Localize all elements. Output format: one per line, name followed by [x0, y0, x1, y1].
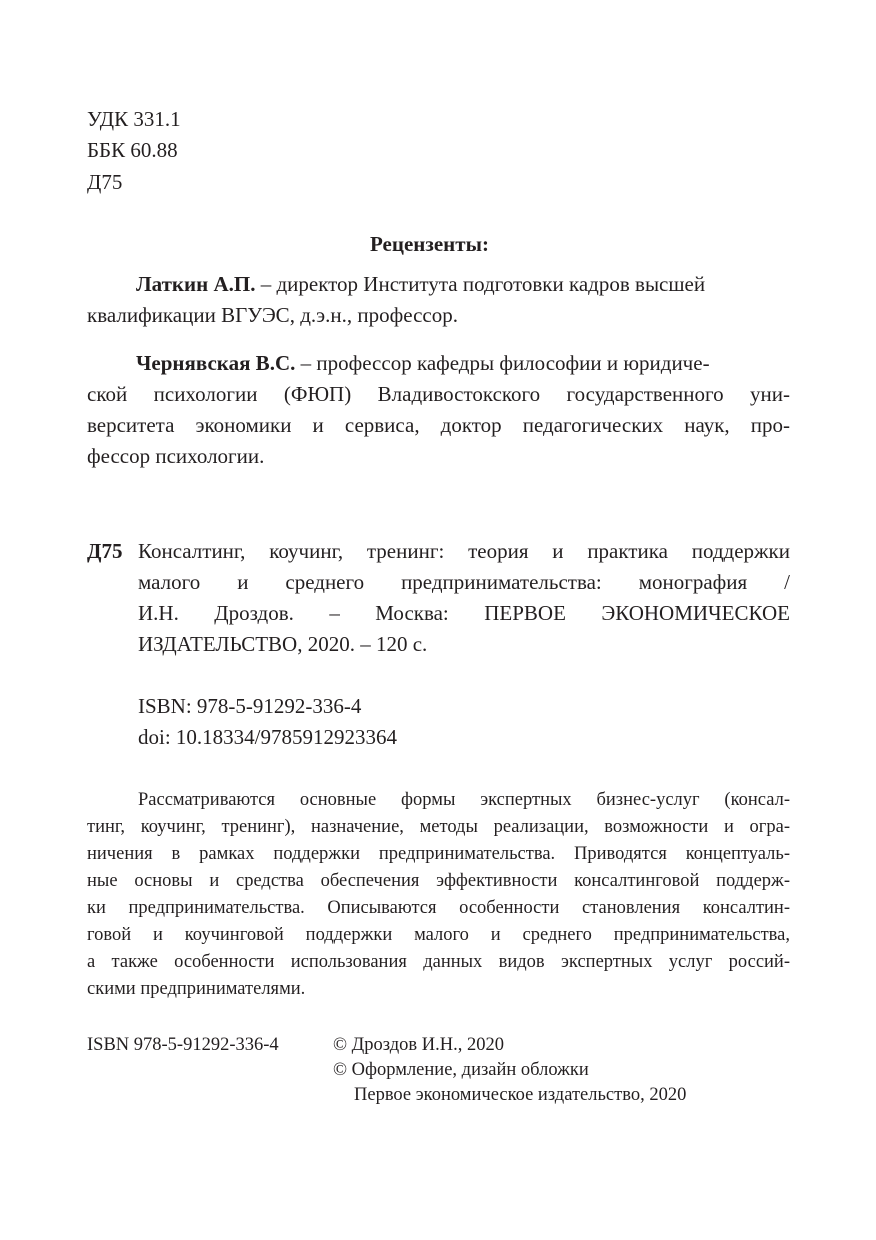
udk-code: УДК 331.1	[87, 107, 181, 131]
bib-doi: doi: 10.18334/9785912923364	[138, 725, 398, 749]
reviewer-2-line-1	[136, 348, 710, 379]
copyright-isbn: ISBN 978-5-91292-336-4	[87, 1035, 279, 1055]
reviewer-2-line-3: верситета экономики и сервиса, доктор педагогических наук, про-	[87, 413, 790, 437]
annotation-line-1: Рассматриваются основные формы экспертных бизнес-услуг (консал-	[138, 790, 790, 810]
reviewer-1-line-1	[136, 269, 705, 300]
bib-isbn: ISBN: 978-5-91292-336-4	[138, 694, 362, 718]
bib-line-4: ИЗДАТЕЛЬСТВО, 2020. – 120 с.	[138, 632, 428, 656]
reviewer-1-text: – директор Института подготовки кадров высшей	[255, 272, 706, 296]
annotation-line-4: ные основы и средства обеспечения эффективности консалтинговой поддерж-	[87, 871, 790, 891]
annotation-line-2: тинг, коучинг, тренинг), назначение, методы реализации, возможности и огра-	[87, 817, 790, 837]
reviewer-2-line-2: ской психологии (ФЮП) Владивостокского государственного уни-	[87, 382, 790, 406]
reviewers-heading: Рецензенты:	[370, 232, 489, 256]
bib-line-2: малого и среднего предпринимательства: монография /	[138, 570, 790, 594]
author-mark: Д75	[87, 170, 123, 194]
annotation-line-3: ничения в рамках поддержки предпринимательства. Приводятся концептуаль-	[87, 844, 790, 864]
reviewer-1-name: Латкин А.П.	[136, 272, 256, 296]
copyright-publisher: Первое экономическое издательство, 2020	[354, 1085, 687, 1105]
bbk-code: ББК 60.88	[87, 138, 178, 162]
bib-line-3: И.Н. Дроздов. – Москва: ПЕРВОЕ ЭКОНОМИЧЕСКОЕ	[138, 601, 790, 625]
reviewer-2-line-4: фессор психологии.	[87, 444, 265, 468]
annotation-line-8: скими предпринимателями.	[87, 979, 306, 999]
copyright-author: © Дроздов И.Н., 2020	[333, 1035, 505, 1055]
annotation-line-7: а также особенности использования данных видов экспертных услуг россий-	[87, 952, 790, 972]
annotation-line-6: говой и коучинговой поддержки малого и среднего предпринимательства,	[87, 925, 790, 945]
reviewer-2-text: – профессор кафедры философии и юридиче-	[295, 351, 710, 375]
reviewer-1-line-2: квалификации ВГУЭС, д.э.н., профессор.	[87, 303, 458, 327]
copyright-design: © Оформление, дизайн обложки	[333, 1060, 589, 1080]
bib-line-1: Консалтинг, коучинг, тренинг: теория и практика поддержки	[138, 539, 790, 563]
reviewer-2-name: Чернявская В.С.	[136, 351, 296, 375]
annotation-line-5: ки предпринимательства. Описываются особенности становления консалтин-	[87, 898, 790, 918]
bib-code: Д75	[87, 539, 123, 563]
